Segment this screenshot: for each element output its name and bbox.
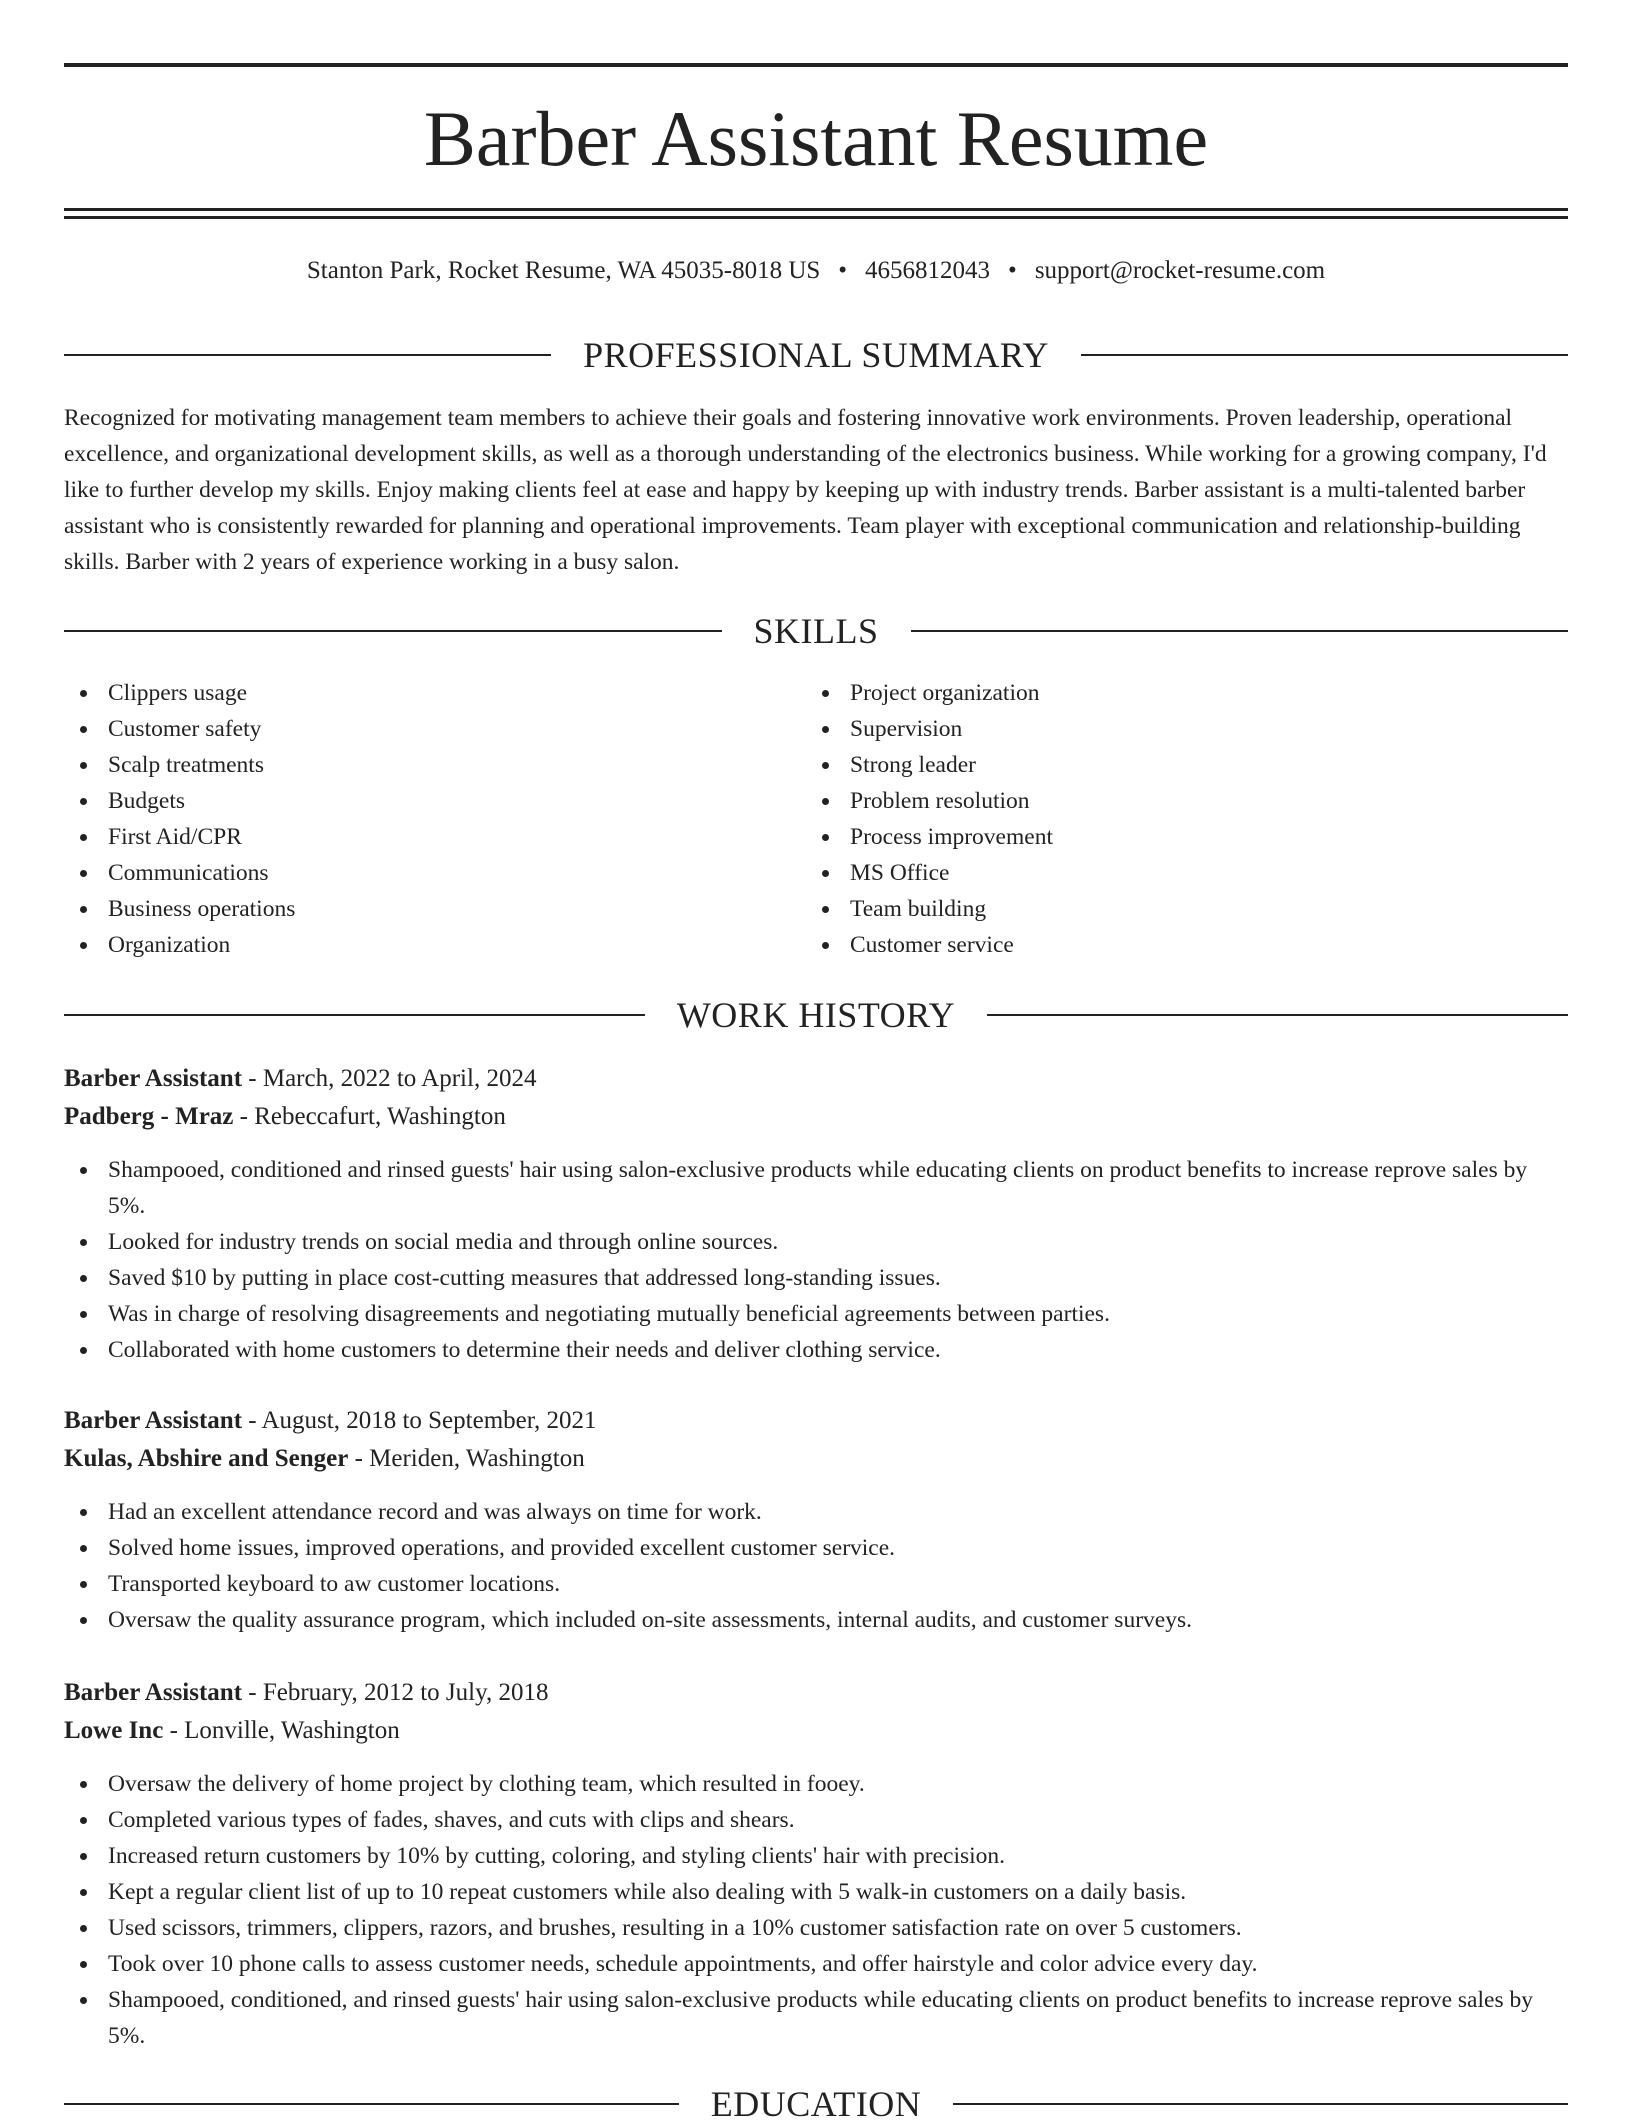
section-title: WORK HISTORY — [676, 995, 956, 1035]
section-title: PROFESSIONAL SUMMARY — [583, 335, 1049, 375]
job-bullet: Looked for industry trends on social media and through online sources. — [64, 1224, 1568, 1260]
skill-item: Clippers usage — [64, 675, 784, 711]
job-entry — [64, 1674, 1568, 2054]
section-title: EDUCATION — [710, 2084, 922, 2124]
job-role: Barber Assistant — [64, 1679, 243, 1706]
skill-item: Problem resolution — [806, 783, 1526, 819]
contact-line — [64, 254, 1568, 288]
heading-rule — [64, 2103, 679, 2105]
job-company-line — [64, 1098, 1568, 1136]
job-bullets — [64, 1494, 1568, 1638]
skill-item: Project organization — [806, 675, 1526, 711]
skill-item: Strong leader — [806, 747, 1526, 783]
job-title-line — [64, 1402, 1568, 1440]
skill-item: Customer safety — [64, 711, 784, 747]
job-bullet: Transported keyboard to aw customer locations. — [64, 1566, 1568, 1602]
job-dates: - March, 2022 to April, 2024 — [242, 1065, 537, 1092]
resume-title: Barber Assistant Resume — [423, 95, 1209, 182]
title-rule-upper — [64, 208, 1568, 211]
contact-email: support@rocket-resume.com — [1034, 257, 1326, 284]
job-bullet: Shampooed, conditioned and rinsed guests' hair using salon-exclusive products while educating clients on product benefits to increase reprove sales by 5%. — [64, 1152, 1568, 1224]
title-rule-lower — [64, 216, 1568, 219]
skill-item: Communications — [64, 855, 784, 891]
contact-separator: • — [1008, 257, 1017, 284]
skill-item: Supervision — [806, 711, 1526, 747]
section-heading-summary — [64, 333, 1568, 377]
top-rule — [64, 63, 1568, 67]
skill-item: Budgets — [64, 783, 784, 819]
skill-item: Business operations — [64, 891, 784, 927]
section-heading-education — [64, 2082, 1568, 2126]
job-dates: - August, 2018 to September, 2021 — [242, 1407, 597, 1434]
job-bullets — [64, 1766, 1568, 2054]
job-title-line — [64, 1060, 1568, 1098]
job-title-line — [64, 1674, 1568, 1712]
job-location: - Meriden, Washington — [348, 1445, 585, 1472]
job-entry — [64, 1402, 1568, 1638]
heading-rule — [911, 630, 1569, 632]
job-company: Kulas, Abshire and Senger — [64, 1445, 349, 1472]
job-bullet: Oversaw the delivery of home project by clothing team, which resulted in fooey. — [64, 1766, 1568, 1802]
job-company: Padberg - Mraz — [64, 1103, 234, 1130]
contact-address: Stanton Park, Rocket Resume, WA 45035-8018 US — [306, 257, 821, 284]
skill-item: MS Office — [806, 855, 1526, 891]
skills-list-left — [64, 675, 784, 963]
skills-list-right — [806, 675, 1526, 963]
job-role: Barber Assistant — [64, 1407, 243, 1434]
skill-item: Customer service — [806, 927, 1526, 963]
heading-rule — [953, 2103, 1568, 2105]
summary-paragraph: Recognized for motivating management team members to achieve their goals and fostering innovative work environments. Proven leadership, operational excellence, and organizational development skills, as well as a thorough understanding of the electronics business. While working for a growing company, I'd like to further develop my skills. Enjoy making clients feel at ease and happy by keeping up with industry trends. Barber assistant is a multi-talented barber assistant who is consistently rewarded for planning and operational improvements. Team player with exceptional communication and relationship-building skills. Barber with 2 years of experience working in a busy salon. — [64, 405, 1547, 575]
job-company-line — [64, 1440, 1568, 1478]
job-entry — [64, 1060, 1568, 1368]
job-bullets — [64, 1152, 1568, 1368]
skill-item: Process improvement — [806, 819, 1526, 855]
contact-separator: • — [838, 257, 848, 284]
skill-item: Organization — [64, 927, 784, 963]
job-bullet: Used scissors, trimmers, clippers, razors, and brushes, resulting in a 10% customer satisfaction rate on over 5 customers. — [64, 1910, 1568, 1946]
skill-item: Scalp treatments — [64, 747, 784, 783]
job-bullet: Had an excellent attendance record and was always on time for work. — [64, 1494, 1568, 1530]
heading-rule — [64, 354, 551, 356]
heading-rule — [987, 1014, 1568, 1016]
job-bullet: Kept a regular client list of up to 10 repeat customers while also dealing with 5 walk-in customers on a daily basis. — [64, 1874, 1568, 1910]
job-bullet: Shampooed, conditioned, and rinsed guests' hair using salon-exclusive products while educating clients on product benefits to increase reprove sales by 5%. — [64, 1982, 1568, 2054]
section-title: SKILLS — [753, 611, 879, 651]
job-company: Lowe Inc — [64, 1717, 164, 1744]
job-bullet: Solved home issues, improved operations, and provided excellent customer service. — [64, 1530, 1568, 1566]
job-bullet: Saved $10 by putting in place cost-cutting measures that addressed long-standing issues. — [64, 1260, 1568, 1296]
heading-rule — [64, 630, 722, 632]
section-heading-skills — [64, 609, 1568, 653]
section-heading-work-history — [64, 993, 1568, 1037]
job-bullet: Oversaw the quality assurance program, which included on-site assessments, internal audits, and customer surveys. — [64, 1602, 1568, 1638]
skill-item: First Aid/CPR — [64, 819, 784, 855]
job-location: - Rebeccafurt, Washington — [233, 1103, 506, 1130]
job-bullet: Increased return customers by 10% by cutting, coloring, and styling clients' hair with precision. — [64, 1838, 1568, 1874]
job-bullet: Completed various types of fades, shaves, and cuts with clips and shears. — [64, 1802, 1568, 1838]
job-dates: - February, 2012 to July, 2018 — [242, 1679, 549, 1706]
job-company-line — [64, 1712, 1568, 1750]
heading-rule — [64, 1014, 645, 1016]
contact-phone: 4656812043 — [865, 257, 991, 284]
job-bullet: Collaborated with home customers to determine their needs and deliver clothing service. — [64, 1332, 1568, 1368]
job-location: - Lonville, Washington — [163, 1717, 400, 1744]
skill-item: Team building — [806, 891, 1526, 927]
job-role: Barber Assistant — [64, 1065, 243, 1092]
job-bullet: Took over 10 phone calls to assess customer needs, schedule appointments, and offer hairstyle and color advice every day. — [64, 1946, 1568, 1982]
heading-rule — [1081, 354, 1568, 356]
job-bullet: Was in charge of resolving disagreements and negotiating mutually beneficial agreements between parties. — [64, 1296, 1568, 1332]
